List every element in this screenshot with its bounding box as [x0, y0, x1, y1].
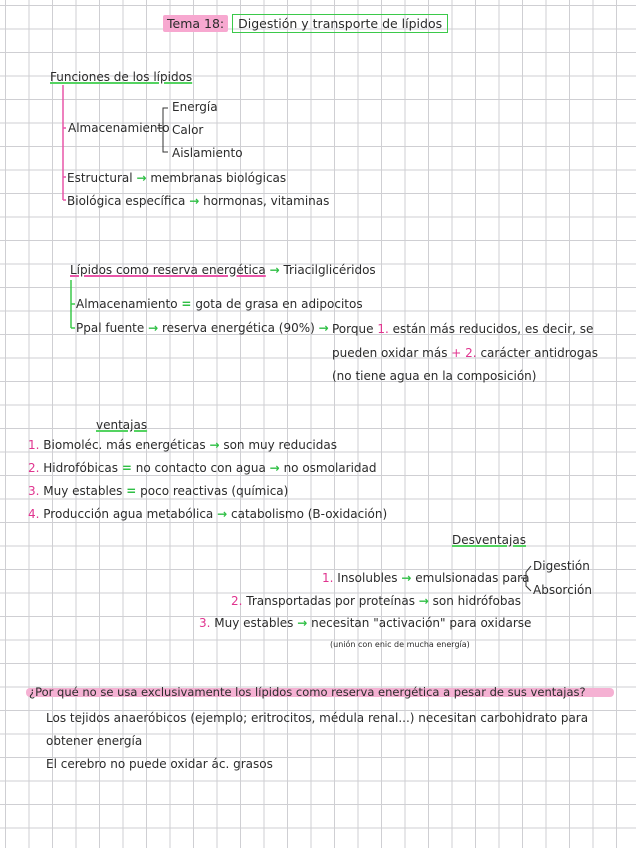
- ventaja-detail-2: no osmolaridad: [283, 461, 377, 475]
- ventaja-item: [28, 484, 288, 498]
- reason1: están más reducidos, es decir, se: [392, 322, 594, 336]
- funcion-almacenamiento: Almacenamiento: [68, 121, 170, 135]
- ventaja-number: 1.: [28, 438, 40, 452]
- answer-line-1: Los tejidos anaeróbicos (ejemplo; eritrocitos, médula renal...) necesitan carbohidrato para: [46, 711, 589, 725]
- equals-icon: =: [121, 461, 132, 475]
- desventaja-item: [231, 594, 521, 608]
- desventaja-text: Transportadas por proteínas: [246, 594, 415, 608]
- number-1: 1.: [377, 322, 389, 336]
- funcion-calor: Calor: [172, 123, 204, 137]
- ventaja-detail: son muy reducidas: [223, 438, 337, 452]
- desventaja-number: 2.: [231, 594, 243, 608]
- number-2: 2.: [465, 346, 477, 360]
- ventaja-number: 4.: [28, 507, 40, 521]
- arrow-icon: →: [217, 507, 228, 521]
- ventaja-text: Producción agua metabólica: [43, 507, 214, 521]
- estructural-label: Estructural: [67, 171, 133, 185]
- ventaja-number: 3.: [28, 484, 40, 498]
- biologica-label: Biológica específica: [67, 194, 186, 208]
- ventaja-detail: no contacto con agua: [135, 461, 266, 475]
- desventaja-digestion: Digestión: [533, 559, 590, 573]
- ventaja-text: Hidrofóbicas: [43, 461, 118, 475]
- desventaja-number: 3.: [199, 616, 211, 630]
- arrow-icon: →: [418, 594, 429, 608]
- equals-icon: =: [181, 297, 192, 311]
- topic-title: Digestión y transporte de lípidos: [232, 14, 448, 33]
- desventaja-absorcion: Absorción: [533, 583, 592, 597]
- almac-value: gota de grasa en adipocitos: [195, 297, 363, 311]
- reserva-reason-line2: [332, 346, 598, 360]
- ventajas-heading: ventajas: [96, 418, 148, 432]
- ventaja-detail: poco reactivas (química): [140, 484, 289, 498]
- desventajas-heading: Desventajas: [452, 533, 526, 547]
- reserva-ppal: [76, 321, 329, 335]
- ppal-value: reserva energética (90%): [161, 321, 315, 335]
- ventaja-item: [28, 461, 377, 475]
- desventaja-note: (unión con enic de mucha energía): [330, 640, 470, 649]
- funcion-biologica: [67, 194, 329, 208]
- reserva-heading-value: Triacilglicéridos: [283, 263, 376, 277]
- arrow-icon: →: [318, 321, 329, 335]
- reserva-reason-line3: (no tiene agua en la composición): [332, 369, 537, 383]
- arrow-icon: →: [136, 171, 147, 185]
- arrow-icon: →: [209, 438, 220, 452]
- answer-line-2: obtener energía: [46, 734, 143, 748]
- biologica-value: hormonas, vitaminas: [203, 194, 330, 208]
- plus-sign: +: [451, 346, 462, 360]
- ventaja-text: Biomoléc. más energéticas: [43, 438, 206, 452]
- ventaja-item: [28, 507, 387, 521]
- arrow-icon: →: [269, 263, 280, 277]
- arrow-icon: →: [401, 571, 412, 585]
- desventaja-detail: necesitan "activación" para oxidarse: [311, 616, 532, 630]
- reason2b: carácter antidrogas: [480, 346, 598, 360]
- funcion-estructural: [67, 171, 286, 185]
- topic-number: Tema 18:: [163, 15, 228, 32]
- desventaja-text: Insolubles: [337, 571, 398, 585]
- reserva-heading: Lípidos como reserva energética: [70, 263, 266, 277]
- desventaja-number: 1.: [322, 571, 334, 585]
- desventaja-detail: son hidrófobas: [432, 594, 522, 608]
- desventaja-text: Muy estables: [214, 616, 294, 630]
- answer-line-3: El cerebro no puede oxidar ác. grasos: [46, 757, 273, 771]
- reason2a: pueden oxidar más: [332, 346, 448, 360]
- reserva-almacenamiento: [76, 297, 363, 311]
- porque: Porque: [332, 322, 374, 336]
- desventaja-detail: emulsionadas para: [415, 571, 530, 585]
- ventaja-text: Muy estables: [43, 484, 123, 498]
- funcion-energia: Energía: [172, 100, 218, 114]
- funcion-aislamiento: Aislamiento: [172, 146, 243, 160]
- ventaja-item: [28, 438, 337, 452]
- ppal-label: Ppal fuente: [76, 321, 145, 335]
- funciones-heading: Funciones de los lípidos: [50, 70, 193, 84]
- equals-icon: =: [126, 484, 137, 498]
- ventaja-number: 2.: [28, 461, 40, 475]
- reserva-reason-line1: [332, 322, 593, 336]
- arrow-icon: →: [269, 461, 280, 475]
- arrow-icon: →: [148, 321, 159, 335]
- ventaja-detail: catabolismo (B-oxidación): [231, 507, 388, 521]
- title-block: [163, 17, 448, 31]
- question-text: ¿Por qué no se usa exclusivamente los lípidos como reserva energética a pesar de sus ventajas?: [29, 685, 586, 699]
- arrow-icon: →: [189, 194, 200, 208]
- reserva-heading-row: [70, 263, 376, 277]
- arrow-icon: →: [297, 616, 308, 630]
- estructural-value: membranas biológicas: [150, 171, 287, 185]
- almac-label: Almacenamiento: [76, 297, 178, 311]
- desventaja-item: [322, 571, 529, 585]
- desventaja-item: [199, 616, 531, 630]
